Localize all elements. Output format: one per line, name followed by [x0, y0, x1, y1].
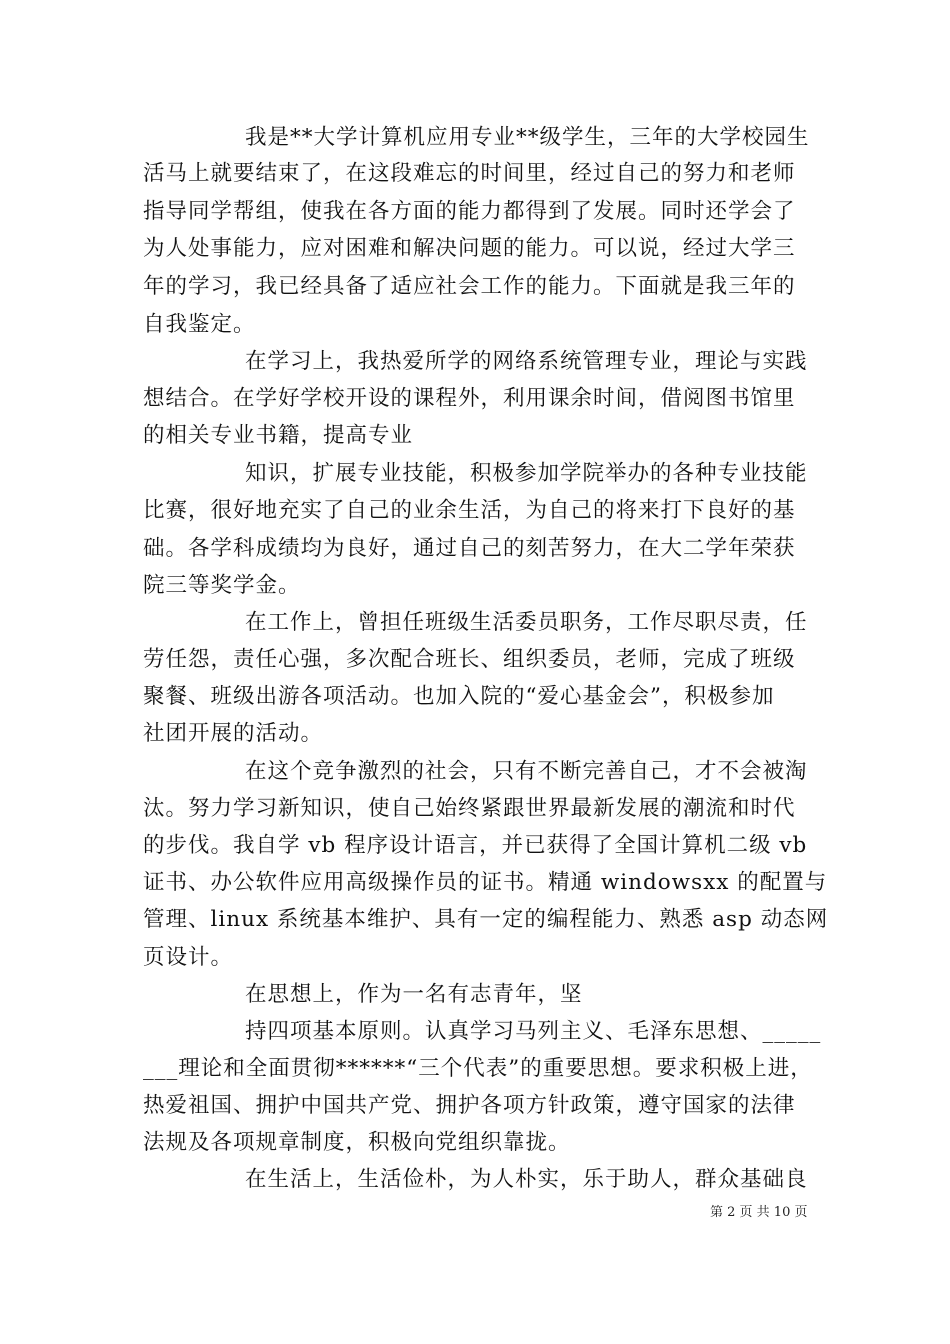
text-line-22: 管理、linux 系统基本维护、具有一定的编程能力、熟悉 asp 动态网: [143, 907, 829, 932]
text-line-13: 院三等奖学金。: [143, 573, 301, 598]
text-line-3: 指导同学帮组，使我在各方面的能力都得到了发展。同时还学会了: [143, 199, 796, 224]
text-line-7: 在学习上，我热爱所学的网络系统管理专业，理论与实践: [245, 349, 808, 374]
text-line-20: 的步伐。我自学 vb 程序设计语言，并已获得了全国计算机二级 vb: [143, 833, 808, 858]
text-line-21: 证书、办公软件应用高级操作员的证书。精通 windowsxx 的配置与: [143, 870, 828, 895]
text-line-18: 在这个竞争激烈的社会，只有不断完善自己，才不会被淘: [245, 759, 808, 784]
text-line-14: 在工作上，曾担任班级生活委员职务，工作尽职尽责，任: [245, 610, 808, 635]
text-line-5: 年的学习，我已经具备了适应社会工作的能力。下面就是我三年的: [143, 274, 796, 299]
text-line-24: 在思想上，作为一名有志青年，坚: [245, 982, 583, 1007]
text-line-25: 持四项基本原则。认真学习马列主义、毛泽东思想、_____: [245, 1019, 822, 1044]
text-line-17: 社团开展的活动。: [143, 721, 324, 746]
text-line-16: 聚餐、班级出游各项活动。也加入院的“爱心基金会”，积极参加: [143, 684, 775, 709]
text-line-23: 页设计。: [143, 945, 234, 970]
text-line-10: 知识，扩展专业技能，积极参加学院举办的各种专业技能: [245, 461, 808, 486]
text-line-1: 我是**大学计算机应用专业**级学生，三年的大学校园生: [245, 125, 810, 150]
text-line-12: 础。各学科成绩均为良好，通过自己的刻苦努力，在大二学年荣获: [143, 536, 796, 561]
text-line-19: 汰。努力学习新知识，使自己始终紧跟世界最新发展的潮流和时代: [143, 796, 796, 821]
text-line-8: 想结合。在学好学校开设的课程外，利用课余时间，借阅图书馆里: [143, 386, 796, 411]
text-line-29: 在生活上，生活俭朴，为人朴实，乐于助人，群众基础良: [245, 1167, 808, 1192]
text-line-2: 活马上就要结束了，在这段难忘的时间里，经过自己的努力和老师: [143, 161, 796, 186]
text-line-15: 劳任怨，责任心强，多次配合班长、组织委员，老师，完成了班级: [143, 647, 796, 672]
text-line-4: 为人处事能力，应对困难和解决问题的能力。可以说，经过大学三: [143, 236, 796, 261]
text-line-9: 的相关专业书籍，提高专业: [143, 423, 414, 448]
page-number-footer: 第 2 页 共 10 页: [710, 1205, 808, 1220]
text-line-26: ___理论和全面贯彻******“三个代表”的重要思想。要求积极上进，: [143, 1056, 813, 1081]
text-line-6: 自我鉴定。: [143, 312, 256, 337]
text-line-11: 比赛，很好地充实了自己的业余生活，为自己的将来打下良好的基: [143, 498, 796, 523]
text-line-28: 法规及各项规章制度，积极向党组织靠拢。: [143, 1130, 571, 1155]
text-line-27: 热爱祖国、拥护中国共产党、拥护各项方针政策，遵守国家的法律: [143, 1093, 796, 1118]
